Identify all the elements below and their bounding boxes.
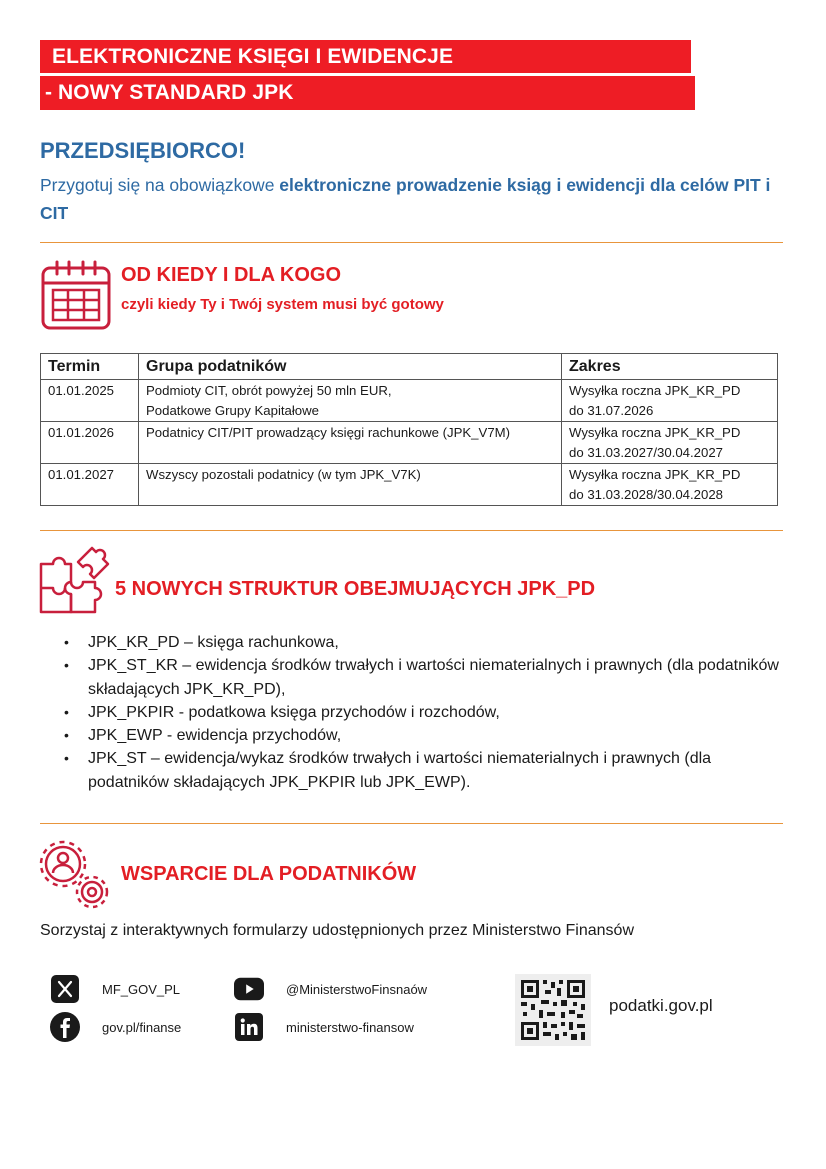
facebook-handle[interactable]: gov.pl/finanse bbox=[102, 1019, 182, 1035]
table-header-cell: Termin bbox=[41, 354, 139, 380]
table-cell-scope bbox=[562, 380, 778, 422]
deadlines-table bbox=[40, 353, 778, 506]
table-row bbox=[41, 380, 778, 422]
section-when-subtitle: czyli kiedy Ty i Twój system musi być gotowy bbox=[121, 296, 444, 313]
list-item: • JPK_KR_PD – księga rachunkowa, bbox=[64, 631, 782, 654]
table-cell-group bbox=[139, 380, 562, 422]
intro-text bbox=[40, 171, 780, 227]
list-item: • JPK_ST_KR – ewidencja środków trwałych i wartości niematerialnych i prawnych (dla podatników składających JPK_KR_PD), bbox=[64, 654, 782, 701]
table-header-cell: Grupa podatników bbox=[139, 354, 562, 380]
social-linkedin[interactable] bbox=[234, 1012, 414, 1042]
intro-title: PRZEDSIĘBIORCO! bbox=[40, 138, 246, 163]
intro-text-bold: elektroniczne prowadzenie ksiąg i ewidencji dla celów PIT i CIT bbox=[40, 175, 771, 223]
divider bbox=[40, 242, 783, 243]
list-item: • JPK_EWP - ewidencja przychodów, bbox=[64, 724, 782, 747]
structures-list bbox=[64, 631, 782, 794]
title-line1: ELEKTRONICZNE KSIĘGI I EWIDENCJE bbox=[52, 44, 454, 68]
title-banner-line1 bbox=[40, 40, 691, 73]
table-cell-group bbox=[139, 422, 562, 464]
table-row bbox=[41, 464, 778, 506]
table-cell-group-line: Podatnicy CIT/PIT prowadzący księgi rachunkowe (JPK_V7M) bbox=[146, 425, 511, 440]
section-when-title: OD KIEDY I DLA KOGO bbox=[121, 264, 342, 286]
table-cell-date: 01.01.2026 bbox=[41, 422, 139, 464]
list-item: • JPK_ST – ewidencja/wykaz środków trwałych i wartości niematerialnych i prawnych (dla podatników składających JPK_PKPIR lub JPK_EWP). bbox=[64, 747, 782, 794]
table-cell-scope bbox=[562, 422, 778, 464]
facebook-icon bbox=[50, 1012, 80, 1042]
social-x[interactable] bbox=[50, 974, 180, 1004]
table-cell-group-line: Wszyscy pozostali podatnicy (w tym JPK_V7K) bbox=[146, 467, 421, 482]
table-cell-scope-line: Wysyłka roczna JPK_KR_PD bbox=[569, 383, 741, 398]
table-cell-date: 01.01.2027 bbox=[41, 464, 139, 506]
table-cell-group-line: Podatkowe Grupy Kapitałowe bbox=[146, 402, 320, 418]
table-row bbox=[41, 422, 778, 464]
section-structs-title: 5 NOWYCH STRUKTUR OBEJMUJĄCYCH JPK_PD bbox=[115, 578, 596, 600]
linkedin-icon bbox=[234, 1012, 264, 1042]
intro-text-plain: Przygotuj się na obowiązkowe bbox=[40, 175, 280, 195]
list-item: • JPK_PKPIR - podatkowa księga przychodów i rozchodów, bbox=[64, 701, 782, 724]
gears-user-icon bbox=[38, 838, 114, 919]
table-cell-date: 01.01.2025 bbox=[41, 380, 139, 422]
title-banner-line2 bbox=[40, 76, 695, 110]
table-cell-group-line: Podmioty CIT, obrót powyżej 50 mln EUR, bbox=[146, 383, 392, 398]
social-facebook[interactable] bbox=[50, 1012, 181, 1042]
table-cell-scope-line: Wysyłka roczna JPK_KR_PD bbox=[569, 425, 741, 440]
calendar-icon bbox=[40, 259, 112, 336]
x-handle[interactable]: MF_GOV_PL bbox=[102, 981, 181, 997]
title-line2: - NOWY STANDARD JPK bbox=[45, 81, 294, 104]
table-header-cell: Zakres bbox=[562, 354, 778, 380]
table-header-row bbox=[41, 354, 778, 380]
youtube-handle[interactable]: @MinisterstwoFinsnaów bbox=[286, 981, 428, 997]
social-youtube[interactable] bbox=[234, 974, 427, 1004]
section-support-title: WSPARCIE DLA PODATNIKÓW bbox=[121, 863, 417, 885]
x-logo-icon bbox=[50, 974, 80, 1004]
divider bbox=[40, 823, 783, 824]
support-text: Sorzystaj z interaktywnych formularzy udostępnionych przez Ministerstwo Finansów bbox=[40, 922, 635, 939]
table-cell-scope-line: do 31.03.2028/30.04.2028 bbox=[569, 486, 724, 502]
divider bbox=[40, 530, 783, 531]
table-cell-scope-line: do 31.03.2027/30.04.2027 bbox=[569, 444, 724, 460]
table-cell-scope bbox=[562, 464, 778, 506]
linkedin-handle[interactable]: ministerstwo-finansow bbox=[286, 1019, 414, 1035]
qr-code-icon bbox=[515, 974, 591, 1046]
table-cell-scope-line: do 31.07.2026 bbox=[569, 402, 654, 418]
website-link[interactable]: podatki.gov.pl bbox=[609, 996, 713, 1015]
table-cell-scope-line: Wysyłka roczna JPK_KR_PD bbox=[569, 467, 741, 482]
puzzle-icon bbox=[38, 540, 114, 621]
table-cell-group bbox=[139, 464, 562, 506]
youtube-icon bbox=[234, 974, 264, 1004]
